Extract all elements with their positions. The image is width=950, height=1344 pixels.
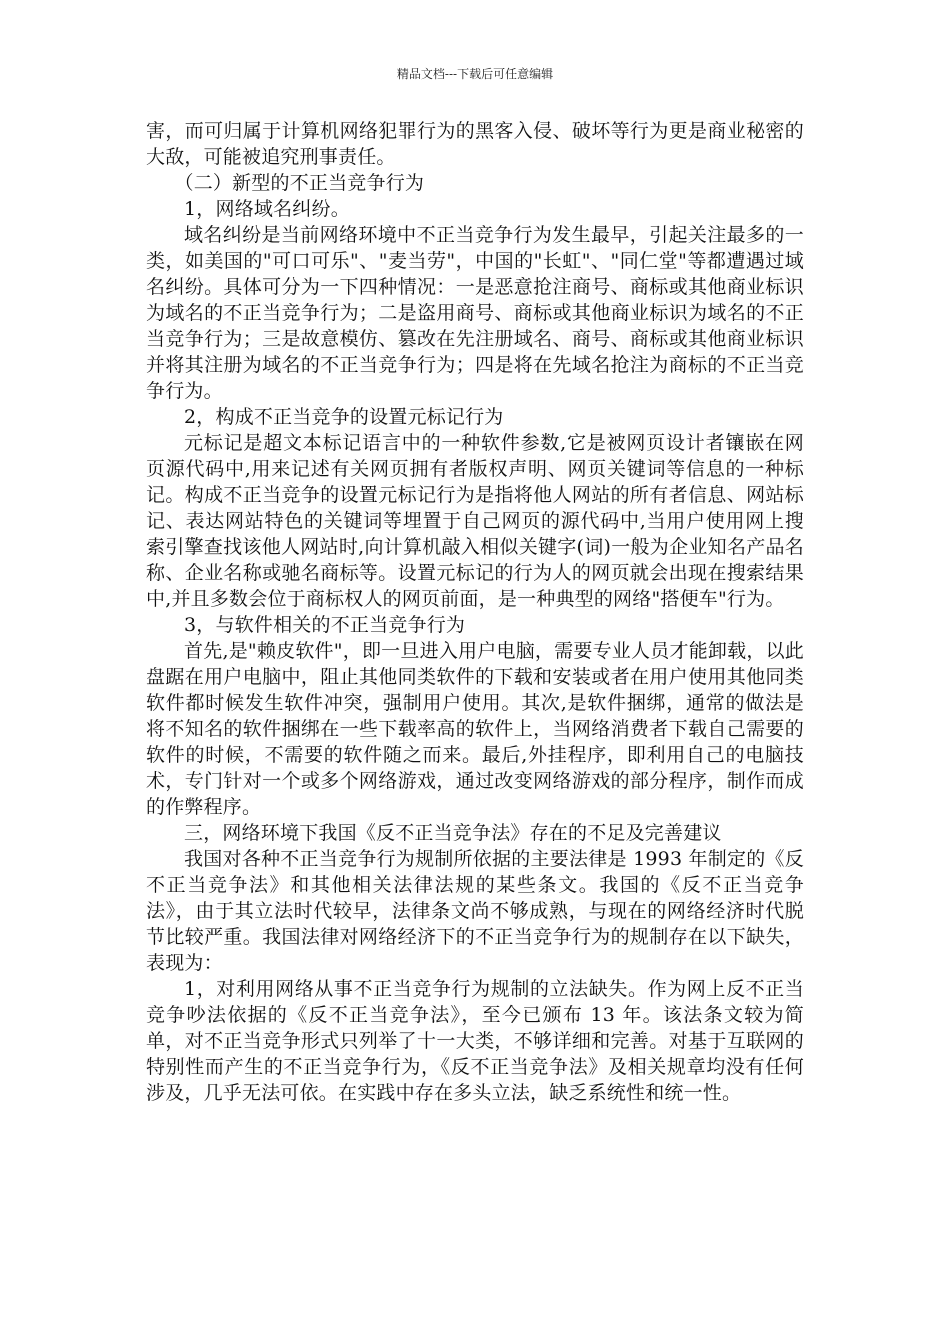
- paragraph: 首先,是"赖皮软件"，即一旦进入用户电脑，需要专业人员才能卸载，以此盘踞在用户电脑中，阻止其他同类软件的下载和安装或者在用户使用其他同类软件都时候发生软件冲突，强制用户使用。其次,是软件捆绑，通常的做法是将不知名的软件捆绑在一些下载率高的软件上，当网络消费者下载自己需要的软件的时候，不需要的软件随之而来。最后,外挂程序，即利用自己的电脑技术，专门针对一个或多个网络游戏，通过改变网络游戏的部分程序，制作而成的作弊程序。: [146, 640, 804, 818]
- page-header: 精品文档---下载后可任意编辑: [396, 67, 554, 81]
- subsection-heading: 3，与软件相关的不正当竞争行为: [184, 614, 466, 636]
- paragraph: 害，而可归属于计算机网络犯罪行为的黑客入侵、破坏等行为更是商业秘密的大敌，可能被追究刑事责任。: [146, 120, 804, 168]
- paragraph: 域名纠纷是当前网络环境中不正当竞争行为发生最早，引起关注最多的一类，如美国的"可口可乐"、"麦当劳"，中国的"长虹"、"同仁堂"等都遭遇过域名纠纷。具体可分为一下四种情况：一是恶意抢注商号、商标或其他商业标识为域名的不正当竞争行为；二是盗用商号、商标或其他商业标识为域名的不正当竞争行为；三是故意模仿、篡改在先注册域名、商号、商标或其他商业标识并将其注册为域名的不正当竞争行为；四是将在先域名抢注为商标的不正当竞争行为。: [146, 224, 804, 402]
- paragraph: 1，对利用网络从事不正当竞争行为规制的立法缺失。作为网上反不正当竞争吵法依据的《反不正当竞争法》，至今已颁布 13 年。该法条文较为简单，对不正当竞争形式只列举了十一大类，不够详细和完善。对基于互联网的特别性而产生的不正当竞争行为，《反不正当竞争法》及相关规章均没有任何涉及，几乎无法可依。在实践中存在多头立法，缺乏系统性和统一性。: [146, 978, 804, 1104]
- subsection-heading: 1，网络域名纠纷。: [184, 198, 350, 220]
- subsection-heading: 2，构成不正当竞争的设置元标记行为: [184, 406, 504, 428]
- document-body: [146, 118, 804, 1106]
- paragraph: 我国对各种不正当竞争行为规制所依据的主要法律是 1993 年制定的《反不正当竞争法》和其他相关法律法规的某些条文。我国的《反不正当竞争法》，由于其立法时代较早，法律条文尚不够成熟，与现在的网络经济时代脱节比较严重。我国法律对网络经济下的不正当竞争行为的规制存在以下缺失，表现为：: [146, 848, 804, 974]
- section-heading: （二）新型的不正当竞争行为: [174, 172, 425, 194]
- section-heading: 三，网络环境下我国《反不正当竞争法》存在的不足及完善建议: [184, 822, 722, 844]
- paragraph: 元标记是超文本标记语言中的一种软件参数,它是被网页设计者镶嵌在网页源代码中,用来记述有关网页拥有者版权声明、网页关键词等信息的一种标记。构成不正当竞争的设置元标记行为是指将他人网站的所有者信息、网站标记、表达网站特色的关键词等埋置于自己网页的源代码中,当用户使用网上搜索引擎查找该他人网站时,向计算机敲入相似关键字(词)一般为企业知名产品名称、企业名称或驰名商标等。设置元标记的行为人的网页就会出现在搜索结果中,并且多数会位于商标权人的网页前面，是一种典型的网络"搭便车"行为。: [146, 432, 804, 610]
